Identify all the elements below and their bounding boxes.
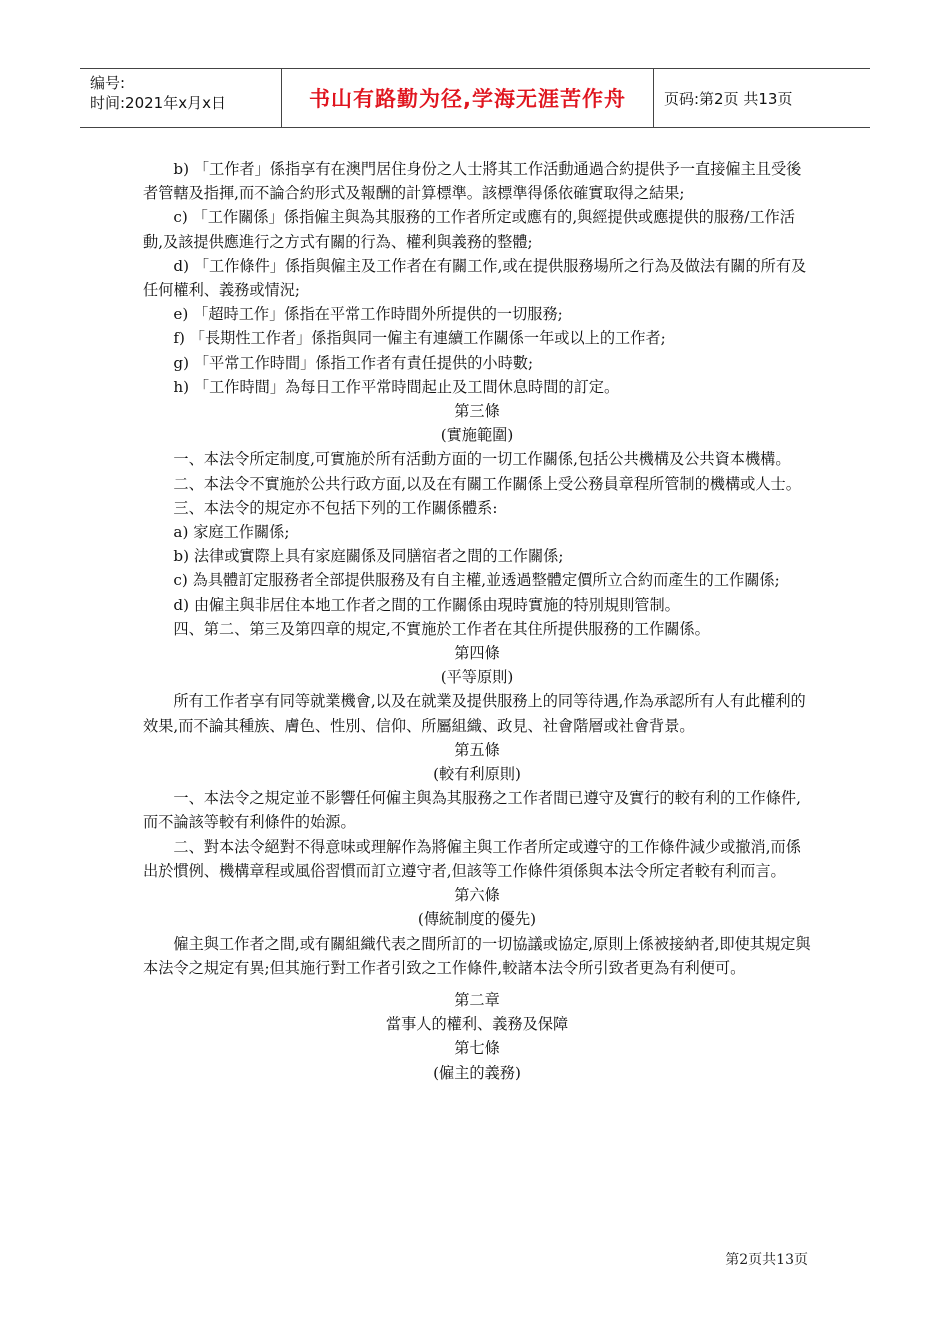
article-6-title: (傳統制度的優先) xyxy=(417,910,537,929)
article-3-item-c: c) 為具體訂定服務者全部提供服務及有自主權,並透過整體定價所立合約而產生的工作關係; xyxy=(173,571,780,590)
article-7-heading: 第七條 xyxy=(454,1039,500,1058)
header-motto: 书山有路勤为径,学海无涯苦作舟 xyxy=(282,69,654,127)
article-3-item-a: a) 家庭工作關係; xyxy=(173,523,290,542)
article-3-item-b: b) 法律或實際上具有家庭關係及同膳宿者之間的工作關係; xyxy=(173,547,564,566)
page-footer: 第2页共13页 xyxy=(725,1252,808,1268)
article-3-title: (實施範圍) xyxy=(440,426,514,445)
definition-item-b: b) 「工作者」係指享有在澳門居住身份之人士將其工作活動通過合約提供予一直接僱主且受後者管轄及指揮,而不論合約形式及報酬的計算標準。該標準得係依確實取得之結果; xyxy=(143,160,802,203)
article-4-heading: 第四條 xyxy=(454,644,500,663)
article-5-title: (較有利原則) xyxy=(433,765,521,784)
definition-item-c: c) 「工作關係」係指僱主與為其服務的工作者所定或應有的,與經提供或應提供的服務/工作活動,及該提供應進行之方式有關的行為、權利與義務的整體; xyxy=(143,208,795,251)
article-3-heading: 第三條 xyxy=(454,402,500,421)
article-3-item-d: d) 由僱主與非居住本地工作者之間的工作關係由現時實施的特別規則管制。 xyxy=(173,595,680,614)
article-5-para-1: 一、本法令之規定並不影響任何僱主與為其服務之工作者間已遵守及實行的較有利的工作條件,而不論該等較有利條件的始源。 xyxy=(143,789,801,832)
article-3-para-2: 二、本法令不實施於公共行政方面,以及在有關工作關係上受公務員章程所管制的機構或人士。 xyxy=(173,474,801,493)
article-5-heading: 第五條 xyxy=(454,740,500,759)
document-number-label: 编号: xyxy=(90,74,126,92)
article-3-para-1: 一、本法令所定制度,可實施於所有活動方面的一切工作關係,包括公共機構及公共資本機構。 xyxy=(173,450,791,469)
chapter-2-heading: 第二章 xyxy=(454,990,500,1009)
definition-item-d: d) 「工作條件」係指與僱主及工作者在有關工作,或在提供服務場所之行為及做法有關的所有及任何權利、義務或情況; xyxy=(143,256,807,300)
chapter-2-title: 當事人的權利、義務及保障 xyxy=(385,1015,569,1034)
document-body xyxy=(143,157,811,1085)
article-5-para-2: 二、對本法令絕對不得意味或理解作為將僱主與工作者所定或遵守的工作條件減少或撤消,而係出於慣例、機構章程或風俗習慣而訂立遵守者,但該等工作條件須係與本法令所定者較有利而言。 xyxy=(143,837,801,880)
header-meta xyxy=(80,69,282,127)
definition-item-f: f) 「長期性工作者」係指與同一僱主有連續工作關係一年或以上的工作者; xyxy=(173,329,666,348)
header-page-code: 页码:第2页 共13页 xyxy=(664,89,793,108)
definition-item-e: e) 「超時工作」係指在平常工作時間外所提供的一切服務; xyxy=(173,305,563,324)
article-4-title: (平等原則) xyxy=(440,668,514,687)
section-spacer xyxy=(143,980,811,988)
page-header xyxy=(80,68,870,128)
definition-item-g: g) 「平常工作時間」係指工作者有責任提供的小時數; xyxy=(173,353,534,372)
article-6-heading: 第六條 xyxy=(454,886,500,905)
article-3-para-4: 四、第二、第三及第四章的規定,不實施於工作者在其住所提供服務的工作關係。 xyxy=(173,619,710,638)
article-6-para: 僱主與工作者之間,或有關組織代表之間所訂的一切協議或協定,原則上係被接納者,即使其規定與本法令之規定有異;但其施行對工作者引致之工作條件,較諸本法令所引致者更為有利便可。 xyxy=(143,934,811,977)
article-7-title: (僱主的義務) xyxy=(433,1063,521,1082)
article-4-para: 所有工作者享有同等就業機會,以及在就業及提供服務上的同等待遇,作為承認所有人有此權利的效果,而不論其種族、膚色、性別、信仰、所屬組織、政見、社會階層或社會背景。 xyxy=(143,692,806,735)
article-3-para-3: 三、本法令的規定亦不包括下列的工作關係體系: xyxy=(173,498,498,517)
definition-item-h: h) 「工作時間」為每日工作平常時間起止及工間休息時間的訂定。 xyxy=(173,377,620,396)
document-time: 时间:2021年x月x日 xyxy=(90,94,226,112)
